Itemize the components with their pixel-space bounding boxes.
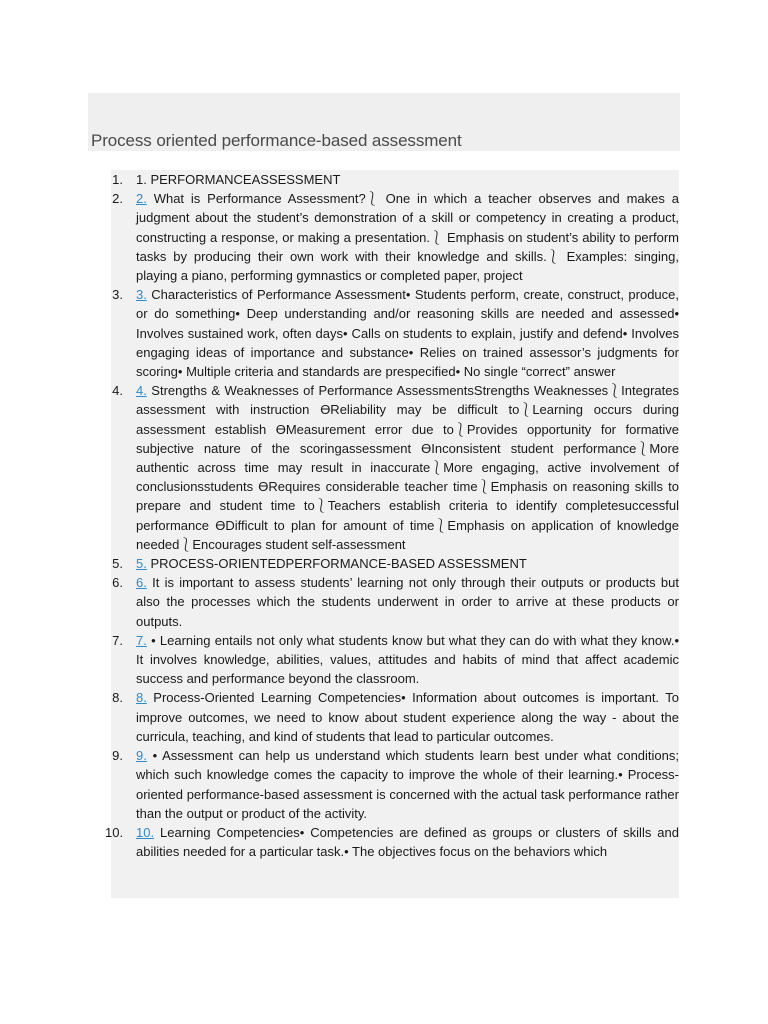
list-item	[111, 170, 679, 189]
item-anchor-link[interactable]: 8.	[136, 690, 147, 706]
list-number: 8.	[112, 690, 123, 706]
list-number: 6.	[112, 575, 123, 591]
list-item	[111, 573, 679, 631]
item-anchor-link[interactable]: 9.	[136, 748, 147, 764]
list-item-text: Learning Competencies• Competencies are defined as groups or clusters of skills and abilities needed for a particular task.• The objectives focus on the behaviors which	[136, 824, 679, 860]
list-item	[111, 554, 679, 573]
list-item	[105, 823, 679, 861]
list-item-text: Process-Oriented Learning Competencies• Information about outcomes is important. To improve outcomes, we need to know about student experience along the way - about the curricula, teaching, and kind of students that lead to particular outcomes.	[136, 690, 679, 744]
item-anchor-link[interactable]: 3.	[136, 287, 147, 303]
item-anchor-link[interactable]: 2.	[136, 191, 147, 207]
item-anchor-link[interactable]: 10.	[136, 824, 155, 840]
list-item	[111, 381, 679, 554]
list-item	[111, 285, 679, 381]
list-item-text: What is Performance Assessment?⎱ One in which a teacher observes and makes a judgment about the student’s demonstration of a skill or competency in creating a product, constructing a response, or making a presentation.⎱ Emphasis on student’s ability to perform tasks by producing their own work with their knowledge and skills.⎱ Examples: singing, playing a piano, performing gymnastics or completed paper, project	[136, 191, 679, 284]
list-number: 9.	[112, 748, 123, 764]
list-item-text: Characteristics of Performance Assessment• Students perform, create, construct, produce, or do something• Deep understanding and/or reasoning skills are needed and assessed• Involves sustained work, often days• Calls on students to explain, justify and defend• Involves engaging ideas of importance and substance• Relies on trained assessor’s judgments for scoring• Multiple criteria and standards are prespecified• No single “correct” answer	[136, 287, 679, 380]
list-item-text: It is important to assess students’ learning not only through their outputs or products but also the processes which the students underwent in order to arrive at these products or outputs.	[136, 575, 679, 629]
document-body	[105, 170, 679, 898]
item-anchor-link[interactable]: 6.	[136, 575, 147, 591]
list-number: 10.	[105, 824, 124, 840]
list-item-text: 1. PERFORMANCEASSESSMENT	[136, 172, 341, 187]
list-number: 4.	[112, 383, 123, 399]
list-item	[111, 189, 679, 285]
document-title: Process oriented performance-based assessment	[91, 131, 462, 150]
list-number: 3.	[112, 287, 123, 303]
list-number: 7.	[112, 632, 123, 648]
list-item-text: Strengths & Weaknesses of Performance AssessmentsStrengths Weaknesses⎱Integrates assessment with instruction ϴReliability may be difficult to⎱Learning occurs during assessment establish ϴMeasurement error due to⎱Provides opportunity for formative subjective nature of the scoringassessment ϴInconsistent student performance⎱More authentic across time may result in inaccurate⎱More engaging, active involvement of conclusionsstudents ϴRequires considerable teacher time⎱Emphasis on reasoning skills to prepare and student time to⎱Teachers establish criteria to identify completesuccessful performance ϴDifficult to plan for amount of time⎱Emphasis on application of knowledge needed⎱Encourages student self-assessment	[136, 383, 679, 552]
list-item-text: PROCESS-ORIENTEDPERFORMANCE-BASED ASSESSMENT	[146, 556, 527, 572]
list-item	[111, 688, 679, 746]
item-anchor-link[interactable]: 7.	[136, 632, 147, 648]
list-item	[111, 631, 679, 689]
list-item-text: • Learning entails not only what students know but what they can do with what they know.• It involves knowledge, abilities, values, attitudes and habits of mind that affect academic success and performance beyond the classroom.	[136, 632, 679, 687]
list-number: 5.	[112, 556, 123, 572]
item-anchor-link[interactable]: 5.	[136, 556, 147, 572]
item-anchor-link[interactable]: 4.	[136, 383, 147, 399]
list-item-text: • Assessment can help us understand which students learn best under what conditions; which such knowledge comes the capacity to improve the whole of their learning.• Process-oriented performance-based assessment is concerned with the actual task performance rather than the output or product of the activity.	[136, 748, 679, 821]
numbered-list	[105, 170, 679, 861]
list-number: 2.	[112, 191, 123, 207]
list-item	[111, 746, 679, 823]
list-number: 1.	[112, 172, 123, 187]
